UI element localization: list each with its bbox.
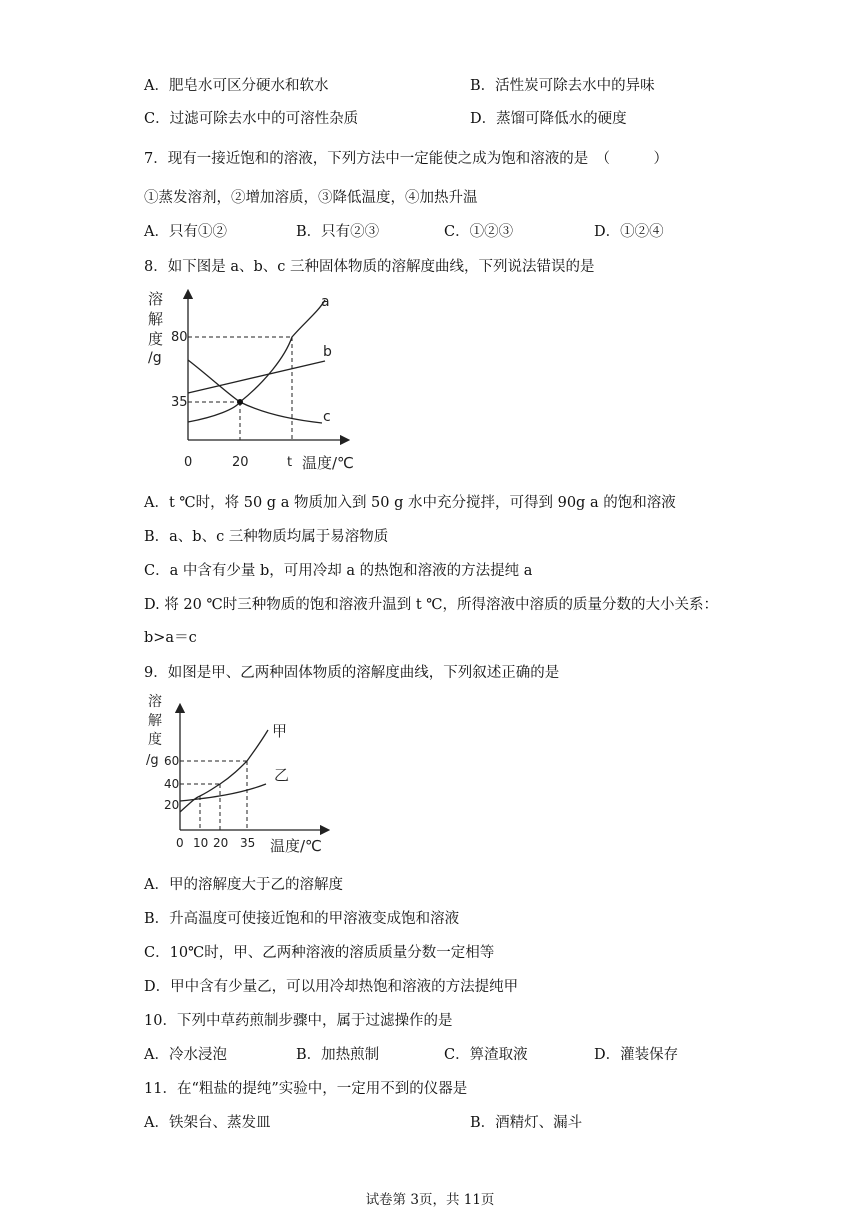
q8-option-c: C．a 中含有少量 b，可用冷却 a 的热饱和溶液的方法提纯 a	[144, 563, 533, 579]
q7-option-a: A．只有①②	[144, 224, 227, 240]
q8-option-a: A．t ℃时，将 50 g a 物质加入到 50 g 水中充分搅拌，可得到 90g a 的饱和溶液	[144, 495, 676, 511]
q8-curve-a	[188, 300, 325, 422]
q9-xtick-0: 0	[176, 836, 184, 850]
q6-option-a: A．肥皂水可区分硬水和软水	[144, 78, 329, 94]
q9-ylabel-1: 溶	[148, 694, 162, 710]
q9-option-b: B．升高温度可使接近饱和的甲溶液变成饱和溶液	[144, 911, 460, 927]
q10-option-d: D．灌装保存	[594, 1047, 679, 1063]
q7-stem: 7．现有一接近饱和的溶液，下列方法中一定能使之成为饱和溶液的是 （ ）	[144, 151, 668, 167]
q8-option-d-line1: D. 将 20 ℃时三种物质的饱和溶液升温到 t ℃，所得溶液中溶质的质量分数的大小关系：	[144, 597, 718, 613]
q6-option-c: C．过滤可除去水中的可溶性杂质	[144, 111, 359, 127]
q8-ylabel-2: 解	[148, 310, 164, 328]
q7-option-c: C．①②③	[444, 224, 514, 240]
q10-option-b: B．加热煎制	[296, 1047, 380, 1063]
q8-option-b: B．a、b、c 三种物质均属于易溶物质	[144, 529, 389, 545]
q10-option-c: C．箅渣取液	[444, 1047, 528, 1063]
q9-ytick-40: 40	[164, 777, 180, 791]
q9-series-yi-label: 乙	[274, 766, 290, 784]
q9-ylabel-2: 解	[148, 713, 162, 729]
q10-stem: 10．下列中草药煎制步骤中，属于过滤操作的是	[144, 1013, 453, 1029]
q9-ytick-20: 20	[164, 798, 180, 812]
q9-option-a: A．甲的溶解度大于乙的溶解度	[144, 877, 343, 893]
q8-series-a-label: a	[321, 294, 330, 310]
q8-ytick-80: 80	[171, 330, 188, 345]
q9-xlabel: 温度/℃	[270, 837, 322, 855]
q9-yunit: /g	[146, 753, 159, 768]
q8-xtick-0: 0	[184, 455, 193, 470]
q7-option-d: D．①②④	[594, 224, 664, 240]
q8-stem: 8．如下图是 a、b、c 三种固体物质的溶解度曲线，下列说法错误的是	[144, 259, 595, 275]
q8-xlabel: 温度/℃	[302, 454, 354, 472]
q8-ylabel-4: /g	[148, 350, 162, 366]
q8-ytick-35: 35	[171, 395, 188, 410]
q8-xtick-20: 20	[232, 455, 249, 470]
page-footer: 试卷第 3页，共 11页	[365, 1192, 495, 1208]
q9-stem: 9．如图是甲、乙两种固体物质的溶解度曲线，下列叙述正确的是	[144, 665, 560, 681]
q9-option-c: C．10℃时，甲、乙两种溶液的溶质质量分数一定相等	[144, 945, 495, 961]
q9-xtick-20: 20	[213, 836, 229, 850]
q9-ytick-60: 60	[164, 754, 180, 768]
q7-methods: ①蒸发溶剂，②增加溶质，③降低温度，④加热升温	[144, 190, 478, 206]
q8-xtick-t: t	[287, 455, 293, 470]
q8-intersection-point	[237, 399, 243, 405]
q8-series-b-label: b	[323, 344, 332, 360]
q11-option-a: A．铁架台、蒸发皿	[144, 1115, 271, 1131]
q9-xtick-35: 35	[240, 836, 256, 850]
q9-curve-yi	[180, 784, 266, 801]
q10-option-a: A．冷水浸泡	[144, 1047, 227, 1063]
q9-option-d: D．甲中含有少量乙，可以用冷却热饱和溶液的方法提纯甲	[144, 979, 519, 995]
q9-xtick-10: 10	[193, 836, 209, 850]
q9-solubility-chart	[140, 688, 340, 860]
q8-ylabel-1: 溶	[148, 290, 164, 308]
q9-ylabel-3: 度	[148, 732, 162, 748]
q8-option-d-line2: b>a＝c	[144, 630, 197, 646]
q8-curve-c	[188, 360, 322, 423]
q7-option-b: B．只有②③	[296, 224, 380, 240]
q8-ylabel-3: 度	[148, 330, 164, 348]
q6-option-d: D．蒸馏可降低水的硬度	[470, 111, 627, 127]
q8-solubility-chart	[140, 282, 370, 477]
q11-option-b: B．酒精灯、漏斗	[470, 1115, 583, 1131]
q6-option-b: B．活性炭可除去水中的异味	[470, 78, 655, 94]
q11-stem: 11．在“粗盐的提纯”实验中，一定用不到的仪器是	[144, 1081, 468, 1097]
q9-series-jia-label: 甲	[272, 722, 288, 740]
q8-series-c-label: c	[323, 409, 331, 425]
